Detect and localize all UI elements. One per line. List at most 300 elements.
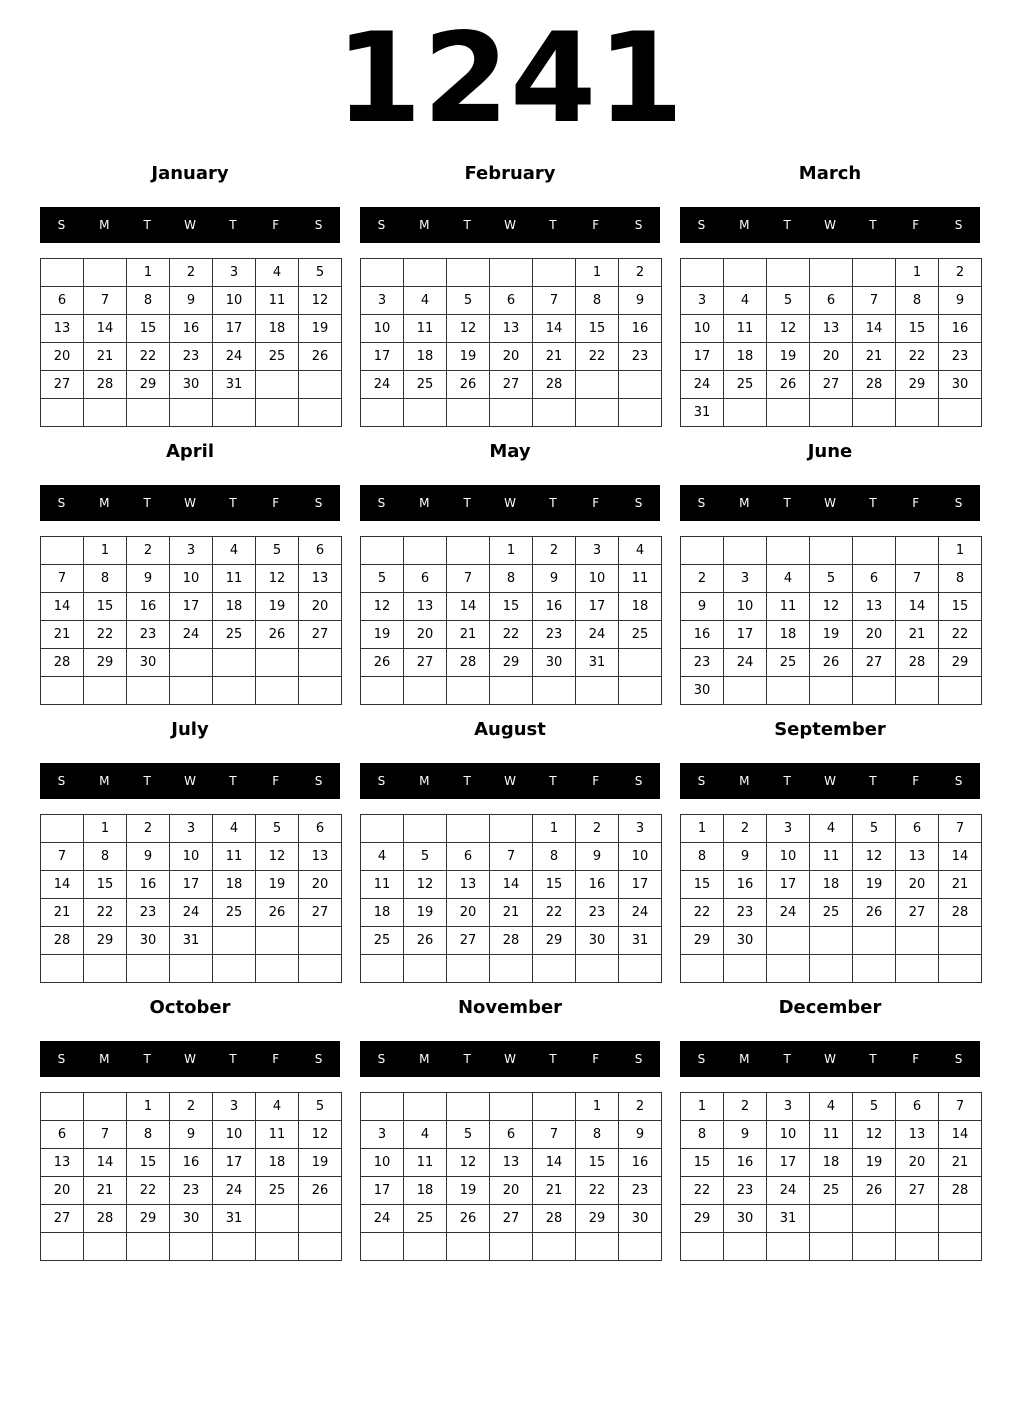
weekday-label: T <box>783 496 791 510</box>
day-cell: 28 <box>490 927 533 955</box>
day-cell: 18 <box>619 593 662 621</box>
day-cell: 29 <box>939 649 982 677</box>
empty-cell <box>170 399 213 427</box>
empty-cell <box>810 927 853 955</box>
day-cell: 23 <box>170 1177 213 1205</box>
day-cell: 4 <box>810 1093 853 1121</box>
day-cell: 24 <box>767 899 810 927</box>
day-cell: 13 <box>896 1121 939 1149</box>
empty-cell <box>170 1233 213 1261</box>
day-cell: 15 <box>84 871 127 899</box>
day-cell: 25 <box>724 371 767 399</box>
day-cell: 30 <box>724 927 767 955</box>
weekday-header <box>360 1041 660 1077</box>
empty-cell <box>404 955 447 983</box>
day-cell: 2 <box>576 815 619 843</box>
empty-cell <box>681 259 724 287</box>
empty-cell <box>533 1093 576 1121</box>
day-cell: 14 <box>939 843 982 871</box>
day-cell: 23 <box>724 1177 767 1205</box>
day-cell: 15 <box>576 315 619 343</box>
empty-cell <box>447 815 490 843</box>
day-cell: 9 <box>127 843 170 871</box>
day-cell: 12 <box>767 315 810 343</box>
day-cell: 11 <box>213 565 256 593</box>
weekday-label: T <box>869 218 877 232</box>
empty-cell <box>767 259 810 287</box>
empty-cell <box>299 371 342 399</box>
week-row <box>681 1177 982 1205</box>
empty-cell <box>170 649 213 677</box>
day-cell: 24 <box>361 371 404 399</box>
week-row <box>361 1177 662 1205</box>
day-grid <box>40 1092 342 1261</box>
day-cell: 17 <box>767 871 810 899</box>
week-row <box>681 1205 982 1233</box>
weekday-label: W <box>184 1052 196 1066</box>
day-cell: 19 <box>810 621 853 649</box>
day-cell: 18 <box>404 343 447 371</box>
day-cell: 22 <box>939 621 982 649</box>
day-cell: 15 <box>533 871 576 899</box>
day-cell: 9 <box>170 1121 213 1149</box>
month-title: April <box>165 441 215 462</box>
weekday-label: F <box>912 496 920 510</box>
day-cell: 19 <box>767 343 810 371</box>
day-cell: 21 <box>84 1177 127 1205</box>
day-cell: 11 <box>256 287 299 315</box>
empty-cell <box>299 1233 342 1261</box>
day-cell: 14 <box>533 1149 576 1177</box>
day-cell: 9 <box>127 565 170 593</box>
day-cell: 13 <box>404 593 447 621</box>
day-cell: 17 <box>170 871 213 899</box>
day-cell: 3 <box>361 1121 404 1149</box>
day-cell: 7 <box>939 1093 982 1121</box>
weekday-label: M <box>99 496 110 510</box>
day-cell: 25 <box>404 1205 447 1233</box>
empty-cell <box>490 955 533 983</box>
day-cell: 6 <box>299 815 342 843</box>
week-row <box>681 1149 982 1177</box>
week-row <box>361 927 662 955</box>
day-cell: 20 <box>299 871 342 899</box>
empty-cell <box>490 815 533 843</box>
week-row <box>41 259 342 287</box>
day-cell: 13 <box>853 593 896 621</box>
week-row <box>361 315 662 343</box>
empty-cell <box>404 677 447 705</box>
day-cell: 2 <box>127 815 170 843</box>
day-cell: 17 <box>361 1177 404 1205</box>
day-cell: 21 <box>896 621 939 649</box>
day-cell: 11 <box>361 871 404 899</box>
weekday-header <box>680 485 980 521</box>
day-cell: 15 <box>939 593 982 621</box>
day-cell: 3 <box>170 815 213 843</box>
day-cell: 11 <box>619 565 662 593</box>
day-cell: 29 <box>681 927 724 955</box>
day-cell: 5 <box>853 1093 896 1121</box>
weekday-label: S <box>57 218 66 232</box>
day-cell: 18 <box>213 593 256 621</box>
day-cell: 10 <box>576 565 619 593</box>
day-cell: 8 <box>576 287 619 315</box>
empty-cell <box>681 537 724 565</box>
day-cell: 14 <box>41 593 84 621</box>
day-cell: 22 <box>84 899 127 927</box>
week-row <box>41 927 342 955</box>
day-cell: 18 <box>810 1149 853 1177</box>
day-cell: 4 <box>213 537 256 565</box>
day-cell: 26 <box>810 649 853 677</box>
day-cell: 3 <box>767 1093 810 1121</box>
day-cell: 19 <box>447 343 490 371</box>
day-cell: 4 <box>767 565 810 593</box>
day-cell: 10 <box>361 315 404 343</box>
empty-cell <box>853 955 896 983</box>
weekday-header <box>40 207 340 243</box>
weekday-label: F <box>912 218 920 232</box>
day-cell: 25 <box>810 899 853 927</box>
day-cell: 1 <box>896 259 939 287</box>
day-cell: 5 <box>256 537 299 565</box>
empty-cell <box>853 677 896 705</box>
week-row <box>681 565 982 593</box>
weekday-label: S <box>697 774 706 788</box>
day-cell: 25 <box>810 1177 853 1205</box>
day-cell: 22 <box>127 343 170 371</box>
week-row <box>41 343 342 371</box>
empty-cell <box>939 677 982 705</box>
empty-cell <box>724 677 767 705</box>
day-cell: 29 <box>896 371 939 399</box>
empty-cell <box>533 399 576 427</box>
weekday-label: M <box>739 774 750 788</box>
day-cell: 17 <box>170 593 213 621</box>
day-cell: 19 <box>256 871 299 899</box>
week-row <box>41 871 342 899</box>
empty-cell <box>576 399 619 427</box>
day-cell: 21 <box>939 871 982 899</box>
day-cell: 16 <box>170 315 213 343</box>
week-row <box>681 899 982 927</box>
weekday-label: T <box>463 774 471 788</box>
day-cell: 26 <box>361 649 404 677</box>
weekday-label: W <box>824 496 836 510</box>
weekday-label: S <box>314 496 323 510</box>
day-cell: 25 <box>256 1177 299 1205</box>
day-cell: 31 <box>213 371 256 399</box>
day-cell: 18 <box>724 343 767 371</box>
empty-cell <box>724 537 767 565</box>
day-cell: 20 <box>810 343 853 371</box>
day-cell: 27 <box>490 371 533 399</box>
empty-cell <box>299 955 342 983</box>
day-cell: 15 <box>127 1149 170 1177</box>
day-cell: 10 <box>170 565 213 593</box>
empty-cell <box>896 1205 939 1233</box>
day-cell: 8 <box>490 565 533 593</box>
day-cell: 4 <box>810 815 853 843</box>
weekday-header <box>680 1041 980 1077</box>
day-cell: 6 <box>41 1121 84 1149</box>
week-row <box>681 259 982 287</box>
day-cell: 19 <box>853 871 896 899</box>
empty-cell <box>619 649 662 677</box>
day-cell: 21 <box>447 621 490 649</box>
day-cell: 13 <box>490 1149 533 1177</box>
day-cell: 29 <box>533 927 576 955</box>
day-grid <box>360 1092 662 1261</box>
empty-cell <box>724 399 767 427</box>
day-cell: 27 <box>41 371 84 399</box>
empty-cell <box>490 677 533 705</box>
weekday-label: S <box>634 218 643 232</box>
day-cell: 6 <box>299 537 342 565</box>
day-cell: 20 <box>896 1149 939 1177</box>
day-cell: 13 <box>41 1149 84 1177</box>
day-cell: 30 <box>533 649 576 677</box>
day-cell: 13 <box>299 565 342 593</box>
weekday-label: S <box>634 1052 643 1066</box>
day-cell: 9 <box>681 593 724 621</box>
week-row <box>361 371 662 399</box>
day-cell: 20 <box>447 899 490 927</box>
empty-cell <box>447 259 490 287</box>
day-cell: 17 <box>576 593 619 621</box>
weekday-label: S <box>634 496 643 510</box>
empty-cell <box>299 677 342 705</box>
day-cell: 17 <box>619 871 662 899</box>
empty-cell <box>213 677 256 705</box>
week-row <box>681 343 982 371</box>
empty-cell <box>724 1233 767 1261</box>
day-cell: 28 <box>533 1205 576 1233</box>
weekday-label: F <box>272 496 280 510</box>
week-row <box>361 1233 662 1261</box>
empty-cell <box>724 259 767 287</box>
day-cell: 3 <box>213 1093 256 1121</box>
day-cell: 4 <box>361 843 404 871</box>
week-row <box>41 899 342 927</box>
day-cell: 16 <box>939 315 982 343</box>
day-cell: 29 <box>681 1205 724 1233</box>
day-cell: 20 <box>490 343 533 371</box>
empty-cell <box>490 1093 533 1121</box>
day-cell: 6 <box>896 1093 939 1121</box>
day-cell: 9 <box>724 1121 767 1149</box>
weekday-header <box>360 207 660 243</box>
day-cell: 26 <box>404 927 447 955</box>
empty-cell <box>810 537 853 565</box>
day-cell: 4 <box>619 537 662 565</box>
day-cell: 13 <box>896 843 939 871</box>
day-cell: 11 <box>724 315 767 343</box>
empty-cell <box>619 677 662 705</box>
empty-cell <box>256 649 299 677</box>
day-cell: 1 <box>681 1093 724 1121</box>
weekday-label: S <box>377 774 386 788</box>
day-cell: 18 <box>361 899 404 927</box>
day-cell: 23 <box>127 899 170 927</box>
weekday-label: W <box>504 774 516 788</box>
empty-cell <box>404 399 447 427</box>
day-cell: 9 <box>619 1121 662 1149</box>
day-cell: 31 <box>619 927 662 955</box>
day-cell: 8 <box>576 1121 619 1149</box>
week-row <box>681 1121 982 1149</box>
day-cell: 7 <box>490 843 533 871</box>
day-cell: 10 <box>170 843 213 871</box>
day-cell: 19 <box>447 1177 490 1205</box>
month-title: March <box>798 163 862 184</box>
day-cell: 18 <box>810 871 853 899</box>
empty-cell <box>361 815 404 843</box>
empty-cell <box>84 1233 127 1261</box>
day-cell: 4 <box>256 259 299 287</box>
day-cell: 14 <box>447 593 490 621</box>
day-cell: 26 <box>256 621 299 649</box>
week-row <box>681 287 982 315</box>
day-cell: 3 <box>361 287 404 315</box>
day-cell: 5 <box>361 565 404 593</box>
day-cell: 28 <box>447 649 490 677</box>
day-cell: 24 <box>681 371 724 399</box>
empty-cell <box>256 399 299 427</box>
day-cell: 8 <box>896 287 939 315</box>
week-row <box>41 1121 342 1149</box>
week-row <box>41 1149 342 1177</box>
empty-cell <box>404 1093 447 1121</box>
day-cell: 5 <box>810 565 853 593</box>
weekday-label: W <box>504 218 516 232</box>
weekday-label: W <box>504 1052 516 1066</box>
week-row <box>41 677 342 705</box>
weekday-label: T <box>463 496 471 510</box>
empty-cell <box>213 927 256 955</box>
weekday-label: S <box>377 218 386 232</box>
day-cell: 11 <box>404 1149 447 1177</box>
week-row <box>361 871 662 899</box>
empty-cell <box>127 399 170 427</box>
day-cell: 29 <box>576 1205 619 1233</box>
weekday-label: F <box>592 774 600 788</box>
day-cell: 20 <box>490 1177 533 1205</box>
day-cell: 27 <box>896 1177 939 1205</box>
day-cell: 28 <box>84 371 127 399</box>
day-cell: 16 <box>619 315 662 343</box>
empty-cell <box>533 259 576 287</box>
weekday-label: S <box>57 1052 66 1066</box>
day-cell: 24 <box>170 899 213 927</box>
day-cell: 1 <box>127 259 170 287</box>
day-cell: 22 <box>576 343 619 371</box>
day-cell: 30 <box>619 1205 662 1233</box>
day-cell: 1 <box>576 259 619 287</box>
empty-cell <box>767 1233 810 1261</box>
day-cell: 18 <box>213 871 256 899</box>
day-cell: 26 <box>853 1177 896 1205</box>
day-cell: 12 <box>299 287 342 315</box>
empty-cell <box>724 955 767 983</box>
empty-cell <box>533 677 576 705</box>
empty-cell <box>447 677 490 705</box>
week-row <box>41 1205 342 1233</box>
weekday-label: T <box>229 1052 237 1066</box>
day-cell: 27 <box>447 927 490 955</box>
day-cell: 24 <box>361 1205 404 1233</box>
day-cell: 27 <box>299 899 342 927</box>
week-row <box>681 815 982 843</box>
empty-cell <box>767 927 810 955</box>
weekday-label: S <box>697 218 706 232</box>
week-row <box>681 537 982 565</box>
day-cell: 1 <box>681 815 724 843</box>
day-cell: 1 <box>84 815 127 843</box>
day-cell: 16 <box>724 1149 767 1177</box>
day-cell: 12 <box>853 1121 896 1149</box>
month-title: September <box>774 719 886 740</box>
day-cell: 27 <box>896 899 939 927</box>
month-title: October <box>149 997 231 1018</box>
day-cell: 12 <box>853 843 896 871</box>
day-cell: 11 <box>767 593 810 621</box>
day-cell: 28 <box>939 1177 982 1205</box>
day-cell: 22 <box>681 899 724 927</box>
day-cell: 9 <box>576 843 619 871</box>
day-cell: 8 <box>939 565 982 593</box>
day-cell: 11 <box>404 315 447 343</box>
year-title: 1241 <box>335 7 685 151</box>
day-cell: 18 <box>256 1149 299 1177</box>
day-grid <box>680 258 982 427</box>
day-cell: 22 <box>490 621 533 649</box>
week-row <box>681 843 982 871</box>
weekday-label: S <box>377 496 386 510</box>
day-cell: 2 <box>619 1093 662 1121</box>
day-cell: 11 <box>213 843 256 871</box>
day-cell: 16 <box>681 621 724 649</box>
day-cell: 23 <box>939 343 982 371</box>
day-cell: 6 <box>490 1121 533 1149</box>
day-cell: 30 <box>170 1205 213 1233</box>
empty-cell <box>404 815 447 843</box>
weekday-label: T <box>463 1052 471 1066</box>
day-cell: 27 <box>41 1205 84 1233</box>
day-cell: 27 <box>404 649 447 677</box>
day-cell: 3 <box>681 287 724 315</box>
weekday-label: T <box>229 218 237 232</box>
week-row <box>41 315 342 343</box>
day-cell: 21 <box>41 621 84 649</box>
week-row <box>681 593 982 621</box>
week-row <box>41 815 342 843</box>
week-row <box>41 371 342 399</box>
day-cell: 7 <box>896 565 939 593</box>
day-cell: 31 <box>767 1205 810 1233</box>
week-row <box>681 649 982 677</box>
day-cell: 27 <box>853 649 896 677</box>
empty-cell <box>490 259 533 287</box>
day-cell: 17 <box>361 343 404 371</box>
day-cell: 15 <box>576 1149 619 1177</box>
day-cell: 16 <box>576 871 619 899</box>
weekday-label: S <box>57 774 66 788</box>
empty-cell <box>41 1093 84 1121</box>
empty-cell <box>810 677 853 705</box>
empty-cell <box>896 955 939 983</box>
